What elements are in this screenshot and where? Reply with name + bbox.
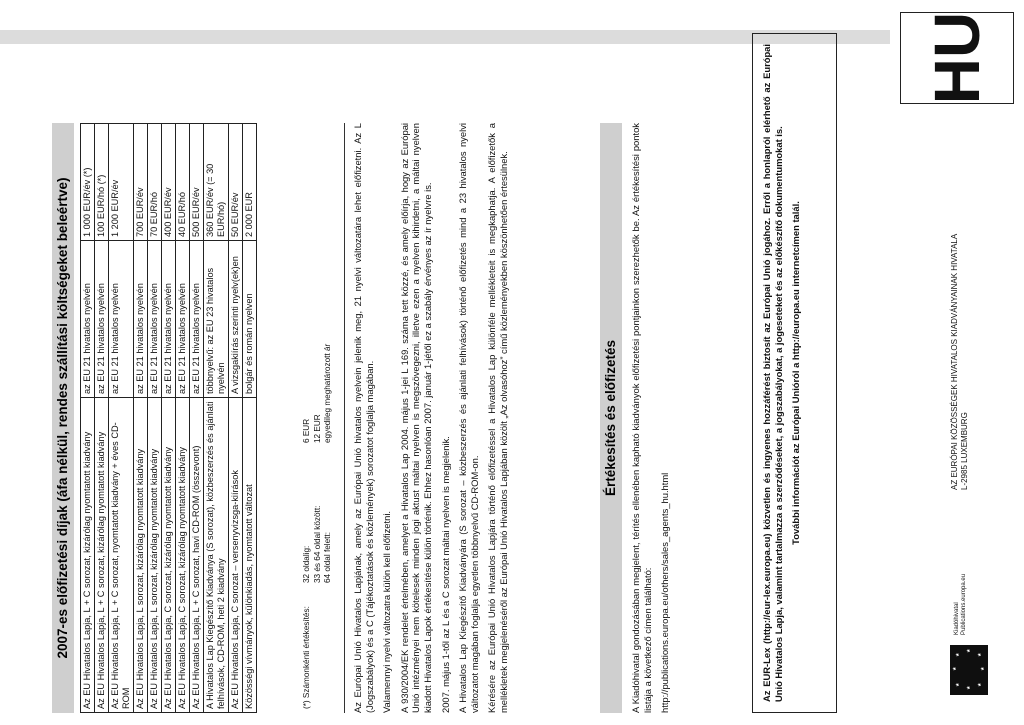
- price-cell: 400 EUR/év: [162, 124, 176, 241]
- table-row: [148, 124, 162, 713]
- table-row: [229, 124, 243, 713]
- language-cell: A vizsgakiírás szerinti nyelv(ek)en: [229, 241, 243, 398]
- language-cell: az EU 21 hivatalos nyelvén: [176, 241, 190, 398]
- table-row: [190, 124, 204, 713]
- language-cell: az EU 21 hivatalos nyelvén: [134, 241, 148, 398]
- desc-cell: Az EU Hivatalos Lapja, L + C sorozat, kizárólag nyomtatott kiadvány: [81, 398, 95, 713]
- language-cell: az EU 21 hivatalos nyelvén: [162, 241, 176, 398]
- table-row: [95, 124, 109, 713]
- price-cell: 700 EUR/év: [134, 124, 148, 241]
- price-cell: 50 EUR/év: [229, 124, 243, 241]
- language-cell: az EU 21 hivatalos nyelvén: [109, 241, 134, 398]
- price-table-body: [81, 124, 257, 713]
- language-cell: az EU 21 hivatalos nyelvén: [148, 241, 162, 398]
- language-code: HU: [921, 11, 993, 105]
- paragraph: A 930/2004/EK rendelet értelmében, amelyet a Hivatalos Lap 2004. május 1-jei L 169. száma tett közzé, és amely előírja, hogy az Európai Unió intézményei nem kötelesek minden jogi aktust máltai nyelven is megszövegezni, illetve ezen a nyelven kihirdetni, a máltai nyelven kiadott Hivatalos Lapok értékesítése külön történik. Ehhez hasonlóan 2007. január 1-jétől ez a szabály érvényes az ír nyelvre is.: [398, 123, 433, 713]
- pricing-heading: [52, 123, 74, 713]
- sales-text: [630, 123, 690, 713]
- footnote-value: 6 EUR: [302, 418, 311, 443]
- sales-url[interactable]: http://publications.europa.eu/others/sales_agents_hu.html: [659, 472, 671, 713]
- language-cell: az EU 21 hivatalos nyelvén: [190, 241, 204, 398]
- sales-heading: [600, 123, 622, 713]
- footnote-lines: [302, 344, 334, 583]
- paragraph: Valamennyi nyelvi változatra külön kell előfizetni.: [381, 510, 393, 713]
- desc-cell: Az EU Hivatalos Lapja, L + C sorozat, havi CD-ROM (összevont): [190, 398, 204, 713]
- pricing-paragraphs: [352, 123, 592, 713]
- publisher-line1: AZ EURÓPAI KÖZÖSSÉGEK HIVATALOS KIADVÁNYAINAK HIVATALA: [950, 233, 959, 490]
- sales-paragraph: A Kiadóhivatal gondozásában megjelent, térítés ellenében kapható kiadványok előfizetési pontjainkon szerezhetők be. Az értékesítési pontok listája a következő címen található:: [630, 123, 653, 713]
- price-cell: 1 200 EUR/év: [109, 124, 134, 241]
- price-table: [80, 123, 257, 713]
- desc-cell: Az EU Hivatalos Lapja, L sorozat, kizárólag nyomtatott kiadvány: [148, 398, 162, 713]
- price-cell: 1 000 EUR/év (*): [81, 124, 95, 241]
- footnote-label: 64 oldal felett:: [323, 532, 332, 583]
- table-row: [162, 124, 176, 713]
- divider: [344, 123, 345, 713]
- price-cell: 500 EUR/év: [190, 124, 204, 241]
- desc-cell: Az EU Hivatalos Lapja, C sorozat, kizárólag nyomtatott kiadvány: [176, 398, 190, 713]
- paragraph: 2007. május 1-től az L és a C sorozat máltai nyelven is megjelenik.: [439, 436, 451, 713]
- table-row: [243, 124, 257, 713]
- table-row: [176, 124, 190, 713]
- sales-title: Értékesítés és előfizetés: [603, 339, 618, 497]
- footnote-label: 33 és 64 oldal között:: [312, 505, 322, 583]
- price-cell: 2 000 EUR: [243, 124, 257, 241]
- desc-cell: Az EU Hivatalos Lapja, C sorozat, kizárólag nyomtatott kiadvány: [162, 398, 176, 713]
- desc-cell: Az EU Hivatalos Lapja, L sorozat, kizárólag nyomtatott kiadvány: [134, 398, 148, 713]
- desc-cell: Közösségi vívmányok, különkiadás, nyomtatott változat: [243, 398, 257, 713]
- publisher-logo: ★ ★ ★ ★ ★ ★ ★ ★: [950, 645, 988, 695]
- language-cell: bolgár és román nyelven: [243, 241, 257, 398]
- paragraph: Kérésére az Európai Unió Hivatalos Lapjára történő előfizetéssel a Hivatalos Lap különféle mellékleteit is megkaphatja. A előfizetők a mellékletek megjelenéséről az Európai Unió Hivatalos Lapjában közölt „Az olvasóhoz” című közleményekben köszönhetően értesülnek.: [486, 123, 509, 713]
- paragraph: Az Európai Unió Hivatalos Lapjának, amely az Európai Unió hivatalos nyelvein jelenik meg, 21 nyelvi változatára lehet előfizetni. Az L (Jogszabályok) és a C (Tájékoztatások és közlemények) sorozatot foglalja magában.: [352, 123, 375, 713]
- publisher-url-small: Publications.europa.eu: [961, 573, 967, 635]
- desc-cell: Az EU Hivatalos Lapja, L + C sorozat, nyomtatott kiadvány + éves CD-ROM: [109, 398, 134, 713]
- desc-cell: Az EU Hivatalos Lapja, C sorozat – versenyvizsga-kiírások: [229, 398, 243, 713]
- pricing-title: 2007-es előfizetési díjak (áfa nélkül, rendes szállítási költségeket beleértve): [55, 177, 70, 659]
- table-row: [81, 124, 95, 713]
- paragraph: A Hivatalos Lap Kiegészítő Kiadványára (S sorozat – közbeszerzés és ajánlati felhívások) történő előfizetés mind a 23 hivatalos nyelvi változatot magában foglalja egyetlen többnyelvű CD-ROM-on.: [457, 123, 480, 713]
- desc-cell: A Hivatalos Lap Kiegészítő Kiadványa (S sorozat), közbeszerzés és ajánlati felhívások, CD-ROM, heti 2 kiadvány: [204, 398, 229, 713]
- eurlex-text: Az EUR-Lex (http://eur-lex.europa.eu) közvetlen és ingyenes hozzáférést biztosít az Európai Unió jogához. Erről a honlapról elérhető az Európai Unió Hivatalos Lapja, valamint tartalmazza a szerződéseket, a jogszabályokat, a jogeseteket és az előkészítő dokumentumokat is.: [761, 44, 784, 702]
- language-cell: többnyelvű: az EU 23 hivatalos nyelvén: [204, 241, 229, 398]
- price-cell: 70 EUR/hó: [148, 124, 162, 241]
- footnote-label: 32 oldalig:: [302, 545, 311, 583]
- publisher-address: [950, 30, 970, 490]
- eurlex-more: További információt az Európai Unióról a http://europa.eu internetcímen talál.: [790, 201, 802, 545]
- footnote: [300, 123, 338, 713]
- table-row: [109, 124, 134, 713]
- table-row: [204, 124, 229, 713]
- publisher-name-small: Kiadóhivatal: [954, 602, 960, 635]
- language-cell: az EU 21 hivatalos nyelvén: [95, 241, 109, 398]
- price-cell: 100 EUR/hó (*): [95, 124, 109, 241]
- price-cell: 40 EUR/hó: [176, 124, 190, 241]
- price-cell: 360 EUR/év (= 30 EUR/hó): [204, 124, 229, 241]
- eurlex-box: [752, 33, 837, 713]
- footnote-value: 12 EUR: [312, 414, 322, 443]
- publisher-line2: L-2985 LUXEMBURG: [960, 412, 969, 490]
- desc-cell: Az EU Hivatalos Lapja, L + C sorozat, kizárólag nyomtatott kiadvány: [95, 398, 109, 713]
- publisher-small-labels: [954, 475, 968, 635]
- footnote-marker: (*) Számonkénti értékesítés:: [302, 606, 311, 709]
- footnote-value: egyedileg meghatározott ár: [323, 343, 332, 443]
- table-row: [134, 124, 148, 713]
- language-cell: az EU 21 hivatalos nyelvén: [81, 241, 95, 398]
